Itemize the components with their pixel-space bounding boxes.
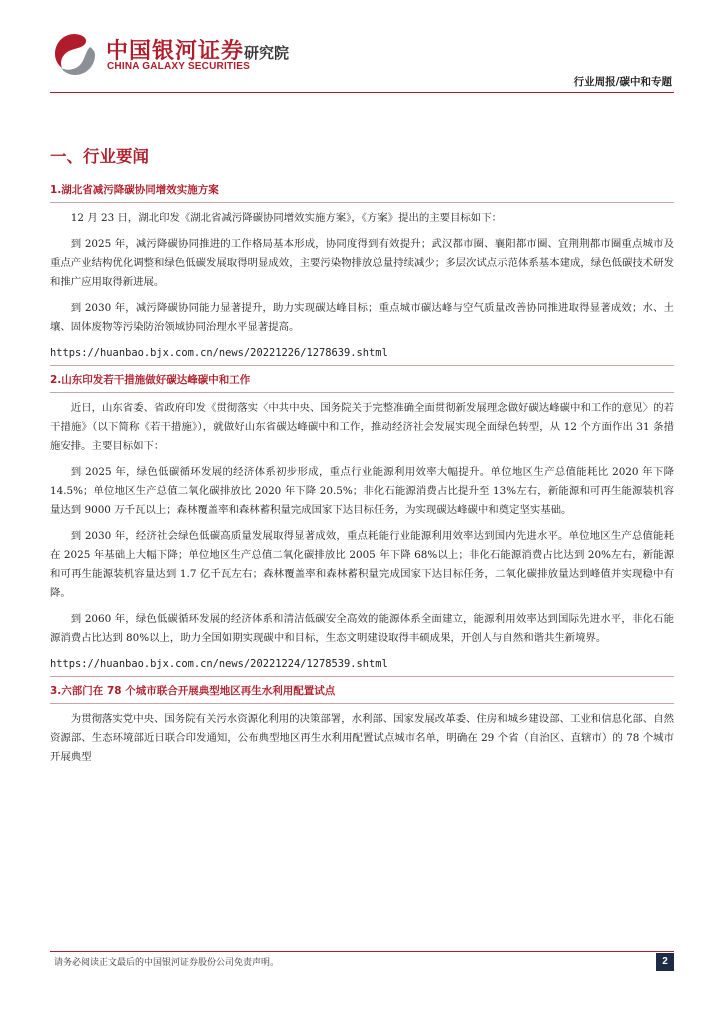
article-paragraph: 近日，山东省委、省政府印发《贯彻落实〈中共中央、国务院关于完整准确全面贯彻新发展理念做好碳达峰碳中和工作的意见〉的若干措施》（以下简称《若干措施》），就做好山东省碳达峰碳中和工作，推动经济社会发展实现全面绿色转型，从 12 个方面作出 31 条措施安排。主要目标如下： <box>50 402 674 452</box>
brand-name-en: CHINA GALAXY SECURITIES <box>107 61 250 72</box>
article-title: 2.山东印发若干措施做好碳达峰碳中和工作 <box>50 374 251 386</box>
disclaimer-note: 请务必阅读正文最后的中国银河证券股份公司免责声明。 <box>54 958 280 968</box>
page-number-badge: 2 <box>656 953 674 971</box>
report-type: 行业周报/碳中和专题 <box>573 76 672 88</box>
title-divider <box>50 392 674 393</box>
source-link[interactable]: https://huanbao.bjx.com.cn/news/20221226/1278639.shtml <box>50 347 388 359</box>
link-divider <box>50 676 674 677</box>
section-heading: 一、行业要闻 <box>50 147 149 166</box>
article-paragraph: 到 2060 年，绿色低碳循环发展的经济体系和清洁低碳安全高效的能源体系全面建立，能源利用效率达到国际先进水平，非化石能源消费占比达到 80%以上，助力全国如期实现碳中和目标，生态文明建设取得丰硕成果，开创人与自然和谐共生新境界。 <box>50 613 674 644</box>
title-divider <box>50 703 674 704</box>
brand-department: 研究院 <box>244 44 290 62</box>
article-paragraph: 12 月 23 日，湖北印发《湖北省减污降碳协同增效实施方案》，《方案》提出的主要目标如下： <box>70 212 502 224</box>
news-article-2 <box>50 372 674 677</box>
source-link[interactable]: https://huanbao.bjx.com.cn/news/20221224/1278539.shtml <box>50 658 388 670</box>
article-title: 1.湖北省减污降碳协同增效实施方案 <box>50 184 219 196</box>
header-divider <box>50 92 674 93</box>
article-paragraph: 到 2030 年，减污降碳协同能力显著提升，助力实现碳达峰目标；重点城市碳达峰与空气质量改善协同推进取得显著成效；水、土壤、固体废物等污染防治领域协同治理水平显著提高。 <box>50 302 674 333</box>
article-paragraph: 到 2025 年，减污降碳协同推进的工作格局基本形成，协同度得到有效提升；武汉都市圈、襄阳都市圈、宜荆荆都市圈重点城市及重点产业结构优化调整和绿色低碳发展取得明显成效，主要污染物排放总量持续减少；多层次试点示范体系基本建成，绿色低碳技术研发和推广应用取得新进展。 <box>50 238 674 288</box>
report-body <box>50 146 674 774</box>
link-divider <box>50 365 674 366</box>
article-title: 3.六部门在 78 个城市联合开展典型地区再生水利用配置试点 <box>50 685 336 697</box>
galaxy-logo-icon <box>50 30 100 80</box>
title-divider <box>50 202 674 203</box>
brand-name-cn: 中国银河证券 <box>106 39 245 64</box>
footer-divider <box>50 951 674 952</box>
article-paragraph: 为贯彻落实党中央、国务院有关污水资源化利用的决策部署，水利部、国家发展改革委、住房和城乡建设部、工业和信息化部、自然资源部、生态环境部近日联合印发通知，公布典型地区再生水利用配置试点城市名单，明确在 29 个省（自治区、直辖市）的 78 个城市开展典型 <box>50 713 674 763</box>
article-paragraph: 到 2030 年，经济社会绿色低碳高质量发展取得显著成效，重点耗能行业能源利用效率达到国内先进水平。单位地区生产总值能耗在 2025 年基础上大幅下降；单位地区生产总值二氧化碳排放比 2005 年下降 68%以上；非化石能源消费占比达到 20%左右，新能源和可再生能源装机容量达到 1.7 亿千瓦左右；森林覆盖率和森林蓄积量完成国家下达目标任务，二氧化碳排放量达到峰值并实现稳中有降。 <box>50 530 674 599</box>
news-article-3 <box>50 683 674 767</box>
news-article-1 <box>50 182 674 366</box>
article-paragraph: 到 2025 年，绿色低碳循环发展的经济体系初步形成，重点行业能源利用效率大幅提升。单位地区生产总值能耗比 2020 年下降 14.5%；单位地区生产总值二氧化碳排放比 2020 年下降 20.5%；非化石能源消费占比提升至 13%左右，新能源和可再生能源装机容量达到 9000 万千瓦以上；森林覆盖率和森林蓄积量完成国家下达目标任务，为实现碳达峰碳中和奠定坚实基础。 <box>50 466 674 516</box>
page-header <box>0 0 724 96</box>
